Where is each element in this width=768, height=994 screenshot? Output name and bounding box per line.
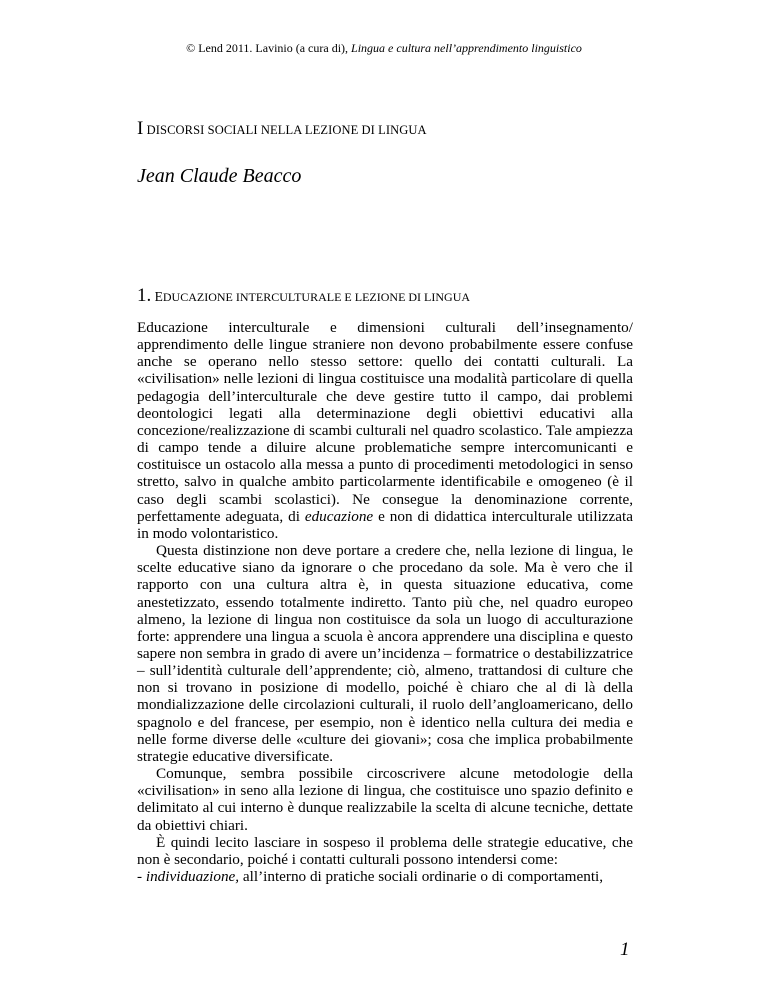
paragraph-1 xyxy=(137,319,633,542)
section-title-rest: DUCAZIONE INTERCULTURALE E LEZIONE DI LINGUA xyxy=(162,290,471,304)
body-text xyxy=(137,319,633,885)
paragraph-2: Questa distinzione non deve portare a credere che, nella lezione di lingua, le scelte educative siano da ignorare o che procedano da sole. Ma è vero che il rapporto con una cultura altra è, in questa situazione educativa, come anestetizzato, essendo totalmente indiretto. Tanto più che, nel quadro europeo almeno, la lezione di lingua non costituisce da sola un luogo di acculturazione forte: apprendere una lingua a scuola è ancora apprendere una disciplina e questo sapere non sembra in grado di avere un’incidenza – formatrice o destabilizzatrice – sull’identità culturale dell’apprendente; ciò, almeno, trattandosi di culture che non si trovano in posizione di modello, poiché è chiaro che al di là della mondializzazione delle circolazioni culturali, il ruolo dell’angloamericano, dello spagnolo e del francese, per esempio, non è identico nella cultura dei media e nelle forme diverse delle «culture dei giovani»; cosa che implica probabilmente strategie educative diversificate. xyxy=(137,542,633,765)
section-number: 1. xyxy=(137,285,152,306)
paragraph-1-emphasis: educazione xyxy=(304,507,374,525)
section-title-initial: E xyxy=(151,289,163,304)
bullet-marker: - xyxy=(137,868,146,885)
page-number: 1 xyxy=(620,939,630,960)
chapter-title xyxy=(137,119,427,140)
bullet-emphasis: individuazione, xyxy=(145,868,240,885)
chapter-title-rest: DISCORSI SOCIALI NELLA LEZIONE DI LINGUA xyxy=(143,123,427,137)
running-head-prefix: © Lend 2011. Lavinio (a cura di), xyxy=(186,41,352,55)
paragraph-1-text-a: Educazione interculturale e dimensioni culturali dell’insegnamento/ apprendimento delle lingue straniere non devono probabilmente essere confuse anche se operano nello stesso settore: quello dei contatti culturali. La «civilisation» nelle lezioni di lingua costituisce una modalità particolare di quella pedagogia dell’interculturale che deve gestire tutto il campo, dai problemi deontologici legati alla determinazione degli obiettivi educativi alla concezione/realizzazione di scambi culturali nel quadro scolastico. Tale ampiezza di campo tende a diluire alcune problematiche sempre intercomunicanti e costituisce un ostacolo alla messa a punto di procedimenti metodologici in senso stretto, salvo in qualche ambito particolarmente identificabile e omogeneo (è il caso degli scambi scolastici). Ne consegue la denominazione corrente, perfettamente adeguata, di xyxy=(137,319,633,525)
paragraph-1-text-b: e non di didattica interculturale utilizzata in modo volontaristico. xyxy=(137,507,633,542)
chapter-title-initial: I xyxy=(137,118,144,139)
paragraph-3: Comunque, sembra possibile circoscrivere alcune metodologie della «civilisation» in seno alla lezione di lingua, che costituisce uno spazio definito e delimitato al cui interno è dunque realizzabile la scelta di alcune tecniche, dettate da obiettivi chiari. xyxy=(137,765,633,834)
running-head xyxy=(0,41,768,55)
section-heading xyxy=(137,286,470,307)
paragraph-4: È quindi lecito lasciare in sospeso il problema delle strategie educative, che non è secondario, poiché i contatti culturali possono intendersi come: xyxy=(137,833,633,868)
chapter-author: Jean Claude Beacco xyxy=(137,165,302,187)
bullet-text: all’interno di pratiche sociali ordinarie o di comportamenti, xyxy=(239,868,604,885)
bullet-item xyxy=(137,868,633,885)
running-head-book-title: Lingua e cultura nell’apprendimento linguistico xyxy=(351,41,582,55)
